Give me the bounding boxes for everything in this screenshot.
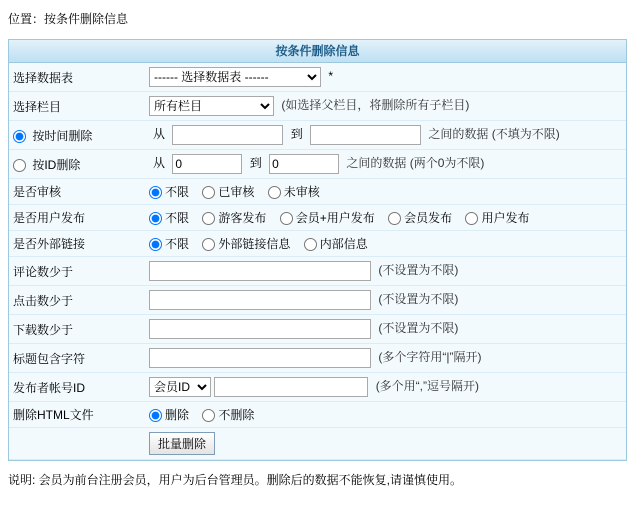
delete-by-condition-panel [8, 39, 627, 461]
delete-html-option-1[interactable] [202, 408, 254, 422]
row-comment-less [9, 257, 626, 286]
publisher-label-0: 不限 [165, 211, 190, 225]
audit-option-2[interactable] [268, 185, 320, 199]
column-select[interactable] [149, 96, 274, 116]
download-less-input[interactable] [149, 319, 371, 339]
by-time-label: 按时间删除 [32, 128, 93, 143]
field-column [145, 92, 626, 121]
breadcrumb: 位置：按条件删除信息 [8, 12, 129, 26]
external-link-option-0[interactable] [149, 237, 189, 251]
publisher-radio-2[interactable] [280, 212, 293, 225]
row-download-less [9, 315, 626, 344]
publisher-option-1[interactable] [202, 211, 266, 225]
row-hits-less [9, 286, 626, 315]
by-id-to-label: 到 [249, 156, 262, 171]
publisher-id-type-select[interactable] [149, 377, 211, 397]
publisher-option-3[interactable] [388, 211, 452, 225]
comment-less-input[interactable] [149, 261, 371, 281]
field-audit [145, 179, 626, 205]
label-comment-less: 评论数少于 [13, 264, 74, 279]
external-link-label-1: 外部链接信息 [218, 237, 291, 251]
label-publisher-id: 发布者帐号ID [13, 380, 86, 395]
field-hits-less [145, 286, 626, 315]
external-link-label-0: 不限 [165, 237, 190, 251]
label-audit: 是否审核 [13, 185, 62, 199]
label-download-less: 下载数少于 [13, 322, 74, 337]
by-time-from-input[interactable] [172, 125, 283, 145]
by-time-to-label: 到 [290, 127, 303, 142]
external-link-radio-0[interactable] [149, 238, 162, 251]
comment-less-hint: (不设置为不限) [378, 263, 459, 278]
publisher-radio-3[interactable] [388, 212, 401, 225]
field-by-time [145, 121, 626, 150]
title-contains-hint: (多个字符用“|”隔开) [378, 350, 482, 365]
by-id-from-input[interactable] [172, 154, 242, 174]
audit-option-0[interactable] [149, 185, 189, 199]
external-link-radio-1[interactable] [202, 238, 215, 251]
datatable-select[interactable] [149, 67, 321, 87]
publisher-id-input[interactable] [214, 377, 368, 397]
by-id-from-label: 从 [153, 156, 166, 171]
field-by-id [145, 150, 626, 179]
by-time-radio[interactable] [13, 130, 26, 143]
panel-title: 按条件删除信息 [9, 40, 626, 63]
field-external-link [145, 231, 626, 257]
by-id-to-input[interactable] [269, 154, 339, 174]
title-contains-input[interactable] [149, 348, 371, 368]
by-id-radio[interactable] [13, 159, 26, 172]
row-by-id [9, 150, 626, 179]
publisher-option-4[interactable] [465, 211, 529, 225]
download-less-hint: (不设置为不限) [378, 321, 459, 336]
batch-delete-button[interactable]: 批量删除 [149, 432, 215, 455]
field-publisher [145, 205, 626, 231]
label-by-time [9, 121, 145, 150]
column-hint: (如选择父栏目，将删除所有子栏目) [281, 98, 470, 113]
row-delete-html [9, 402, 626, 428]
publisher-label-2: 会员+用户发布 [295, 211, 375, 225]
label-delete-html: 删除HTML文件 [13, 408, 94, 422]
row-publisher [9, 205, 626, 231]
audit-label-2: 未审核 [283, 185, 320, 199]
row-publisher-id [9, 373, 626, 402]
hits-less-input[interactable] [149, 290, 371, 310]
label-column: 选择栏目 [13, 99, 62, 114]
publisher-id-hint: (多个用“,”逗号隔开) [375, 379, 480, 394]
delete-html-label-1: 不删除 [218, 408, 255, 422]
field-comment-less [145, 257, 626, 286]
publisher-radio-1[interactable] [202, 212, 215, 225]
audit-radio-2[interactable] [268, 186, 281, 199]
publisher-radio-4[interactable] [465, 212, 478, 225]
delete-html-radio-0[interactable] [149, 409, 162, 422]
field-submit [145, 428, 626, 460]
delete-html-radio-1[interactable] [202, 409, 215, 422]
audit-label-1: 已审核 [218, 185, 255, 199]
by-id-label: 按ID删除 [32, 157, 81, 172]
by-id-hint: 之间的数据 (两个0为不限) [346, 156, 485, 171]
hits-less-hint: (不设置为不限) [378, 292, 459, 307]
by-time-to-input[interactable] [310, 125, 421, 145]
audit-option-1[interactable] [202, 185, 254, 199]
label-hits-less: 点击数少于 [13, 293, 74, 308]
publisher-label-3: 会员发布 [404, 211, 453, 225]
label-external-link: 是否外部链接 [13, 237, 86, 251]
field-datatable [145, 63, 626, 92]
condition-form [9, 63, 626, 460]
delete-html-option-0[interactable] [149, 408, 189, 422]
label-publisher: 是否用户发布 [13, 211, 86, 225]
submit-spacer [9, 428, 145, 460]
row-audit [9, 179, 626, 205]
label-datatable: 选择数据表 [13, 70, 74, 85]
audit-label-0: 不限 [165, 185, 190, 199]
external-link-option-1[interactable] [202, 237, 290, 251]
footnote: 说明: 会员为前台注册会员，用户为后台管理员。删除后的数据不能恢复,请谨慎使用。 [8, 473, 463, 487]
field-title-contains [145, 344, 626, 373]
delete-html-label-0: 删除 [165, 408, 190, 422]
field-delete-html [145, 402, 626, 428]
row-title-contains [9, 344, 626, 373]
publisher-option-2[interactable] [280, 211, 375, 225]
external-link-radio-2[interactable] [304, 238, 317, 251]
row-by-time [9, 121, 626, 150]
row-external-link [9, 231, 626, 257]
publisher-option-0[interactable] [149, 211, 189, 225]
publisher-label-4: 用户发布 [481, 211, 530, 225]
audit-radio-1[interactable] [202, 186, 215, 199]
publisher-label-1: 游客发布 [218, 211, 267, 225]
external-link-label-2: 内部信息 [319, 237, 368, 251]
by-time-hint: 之间的数据 (不填为不限) [428, 127, 560, 142]
field-download-less [145, 315, 626, 344]
audit-radio-0[interactable] [149, 186, 162, 199]
row-submit [9, 428, 626, 460]
field-publisher-id [145, 373, 626, 402]
external-link-option-2[interactable] [304, 237, 368, 251]
label-title-contains: 标题包含字符 [13, 351, 86, 366]
row-column [9, 92, 626, 121]
label-by-id [9, 150, 145, 179]
by-time-from-label: 从 [153, 127, 166, 142]
required-marker: * [328, 69, 334, 84]
row-datatable [9, 63, 626, 92]
publisher-radio-0[interactable] [149, 212, 162, 225]
